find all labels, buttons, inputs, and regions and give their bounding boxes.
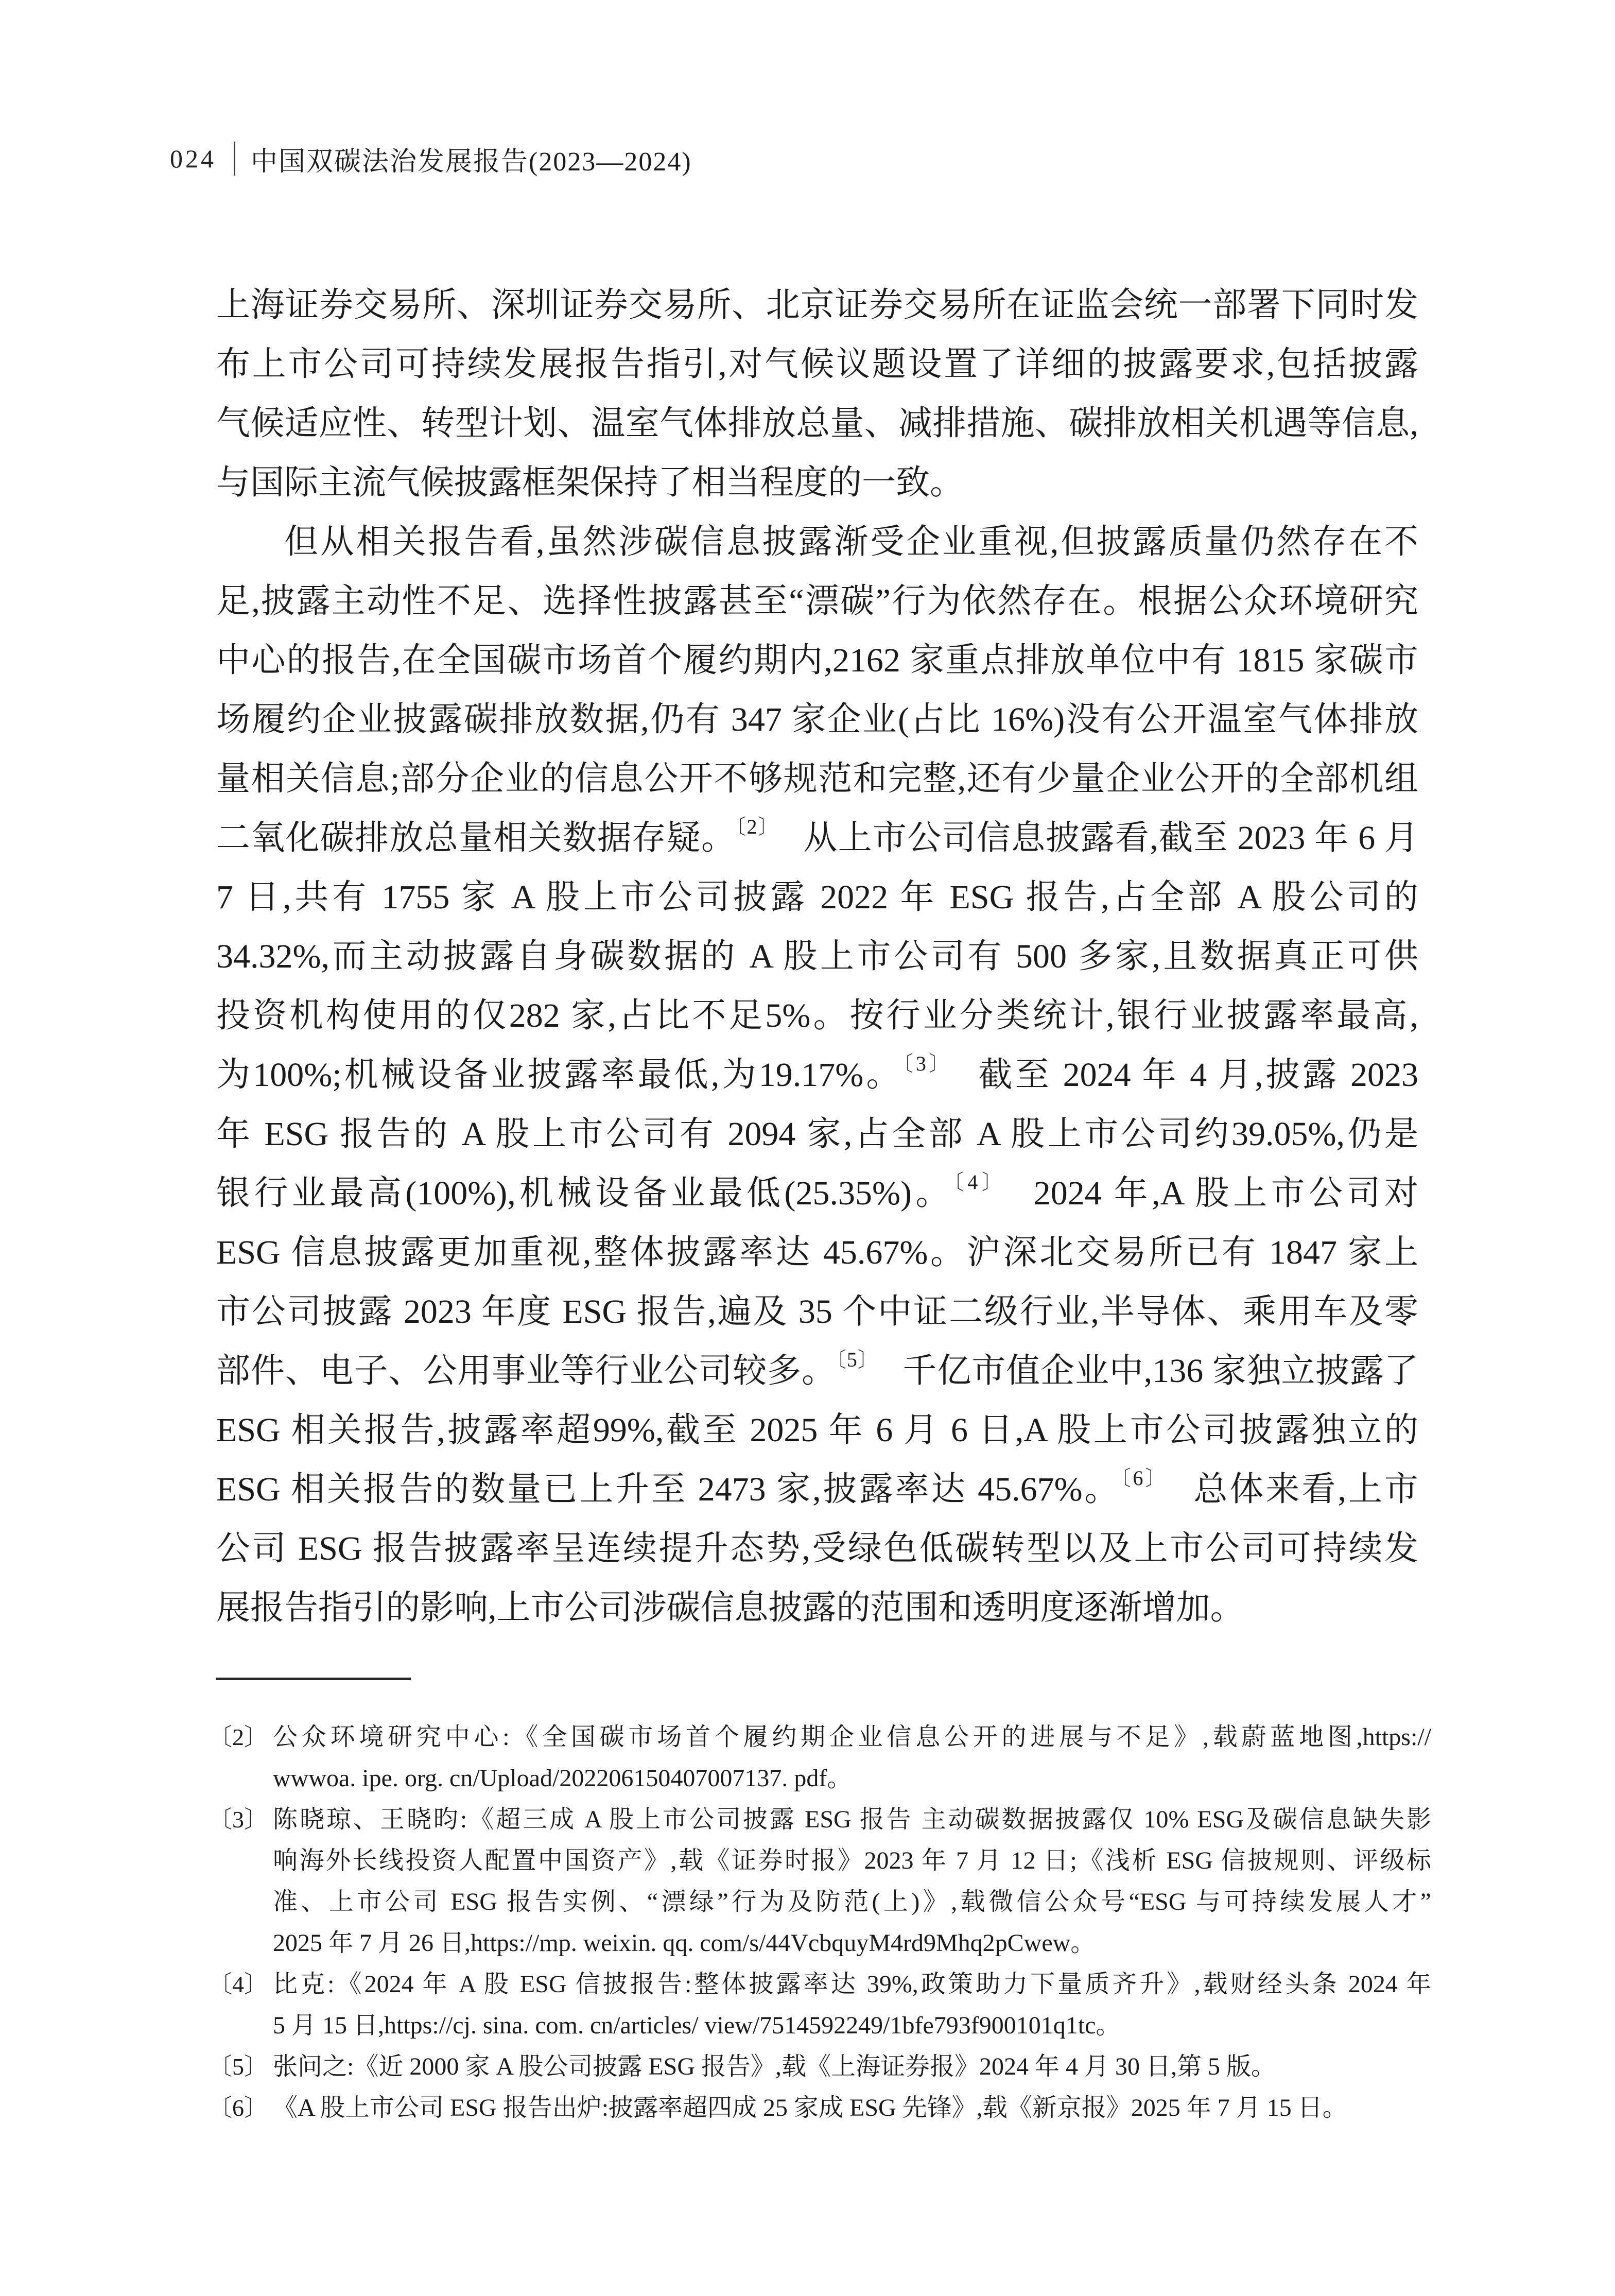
footnote-marker: 〔5〕 — [209, 2053, 268, 2080]
footnote-line: 陈晓琼、王晓昀:《超三成 A 股上市公司披露 ESG 报告 主动碳数据披露仅 10% ESG及碳信息缺失影 — [273, 1806, 1431, 1833]
footnote-line: 准、上市公司 ESG 报告实例、“漂绿”行为及防范(上)》,载微信公众号“ESG 与可持续发展人才” — [273, 1888, 1431, 1915]
body-text-segment: 二氧化碳排放总量相关数据存疑。 — [216, 819, 736, 857]
body-line: ESG 信息披露更加重视,整体披露率达 45.67%。沪深北交易所已有 1847 家上 — [216, 1234, 1418, 1271]
footnote-ref: 〔4〕 — [953, 1170, 996, 1194]
footnote-separator — [216, 1678, 411, 1680]
footnote — [209, 1717, 1431, 1799]
body-text-segment: 总体来看,上市 — [1157, 1471, 1418, 1508]
body-line: 但从相关报告看,虽然涉碳信息披露渐受企业重视,但披露质量仍然存在不 — [284, 523, 1418, 561]
footnote-ref: 〔2〕 — [736, 815, 769, 838]
body-line: 投资机构使用的仅282 家,占比不足5%。按行业分类统计,银行业披露率最高, — [216, 997, 1418, 1034]
body-line: 与国际主流气候披露框架保持了相当程度的一致。 — [216, 464, 964, 502]
body-line: 量相关信息;部分企业的信息公开不够规范和完整,还有少量企业公开的全部机组 — [216, 760, 1418, 798]
body-line: 场履约企业披露碳排放数据,仍有 347 家企业(占比 16%)没有公开温室气体排放 — [216, 701, 1418, 738]
body-text — [216, 275, 1418, 1637]
body-line: 展报告指引的影响,上市公司涉碳信息披露的范围和透明度逐渐增加。 — [216, 1589, 1244, 1627]
body-line: 市公司披露 2023 年度 ESG 报告,遍及 35 个中证二级行业,半导体、乘用车及零 — [216, 1293, 1418, 1331]
footnote-line: 《A 股上市公司 ESG 报告出炉:披露率超四成 25 家成 ESG 先锋》,载《新京报》2025 年 7 月 15 日。 — [273, 2094, 1347, 2121]
body-line — [216, 1164, 1418, 1223]
footnote — [209, 2046, 1431, 2087]
page-number: 024 — [170, 144, 216, 173]
body-line: 34.32%,而主动披露自身碳数据的 A 股上市公司有 500 多家,且数据真正可供 — [216, 938, 1418, 975]
footnote — [209, 2087, 1431, 2129]
body-line: 足,披露主动性不足、选择性披露甚至“漂碳”行为依然存在。根据公众环境研究 — [216, 582, 1418, 620]
footnote-line: 响海外长线投资人配置中国资产》,载《证券时报》2023 年 7 月 12 日;《浅析 ESG 信披规则、评级标 — [273, 1847, 1431, 1874]
footnote-marker: 〔2〕 — [209, 1724, 268, 1750]
footnote — [209, 1964, 1431, 2046]
body-line — [216, 1341, 1418, 1401]
body-text-segment: 2024 年,A 股上市公司对 — [996, 1175, 1419, 1212]
body-text-segment: 部件、电子、公用事业等行业公司较多。 — [216, 1352, 836, 1390]
body-text-segment: ESG 相关报告的数量已上升至 2473 家,披露率达 45.67%。 — [216, 1471, 1121, 1508]
body-line: 上海证券交易所、深圳证券交易所、北京证券交易所在证监会统一部署下同时发 — [216, 286, 1418, 324]
body-line — [216, 1460, 1418, 1519]
body-line: 气候适应性、转型计划、温室气体排放总量、减排措施、碳排放相关机遇等信息, — [216, 405, 1418, 442]
footnote-line: 张问之:《近 2000 家 A 股公司披露 ESG 报告》,载《上海证券报》2024 年 4 月 30 日,第 5 版。 — [273, 2053, 1276, 2080]
body-line: ESG 相关报告,披露率超99%,截至 2025 年 6 月 6 日,A 股上市公司披露独立的 — [216, 1411, 1418, 1449]
body-line: 7 日,共有 1755 家 A 股上市公司披露 2022 年 ESG 报告,占全部 A 股公司的 — [216, 878, 1418, 916]
body-text-segment: 从上市公司信息披露看,截至 2023 年 6 月 — [769, 819, 1419, 857]
footnotes — [209, 1717, 1431, 2129]
body-line: 布上市公司可持续发展报告指引,对气候议题设置了详细的披露要求,包括披露 — [216, 346, 1418, 383]
footnote-marker: 〔3〕 — [209, 1806, 268, 1833]
footnote-line: 5 月 15 日,https://cj. sina. com. cn/articles/ view/7514592249/1bfe793f900101q1tc。 — [273, 2012, 1121, 2039]
page-header — [170, 138, 692, 179]
running-title: 中国双碳法治发展报告(2023—2024) — [251, 147, 692, 177]
footnote — [209, 1799, 1431, 1964]
body-line: 中心的报告,在全国碳市场首个履约期内,2162 家重点排放单位中有 1815 家碳市 — [216, 642, 1418, 679]
body-line: 公司 ESG 报告披露率呈连续提升态势,受绿色低碳转型以及上市公司可持续发 — [216, 1530, 1418, 1567]
footnote-marker: 〔6〕 — [209, 2095, 268, 2121]
footnote-line: wwwoa. ipe. org. cn/Upload/202206150407007137. pdf。 — [273, 1765, 852, 1792]
body-text-segment: 银行业最高(100%),机械设备业最低(25.35%)。 — [216, 1175, 953, 1212]
header-divider — [234, 142, 235, 176]
footnote-marker: 〔4〕 — [209, 1971, 268, 1997]
body-text-segment: 千亿市值企业中,136 家独立披露了 — [868, 1352, 1419, 1390]
footnote-line: 公众环境研究中心:《全国碳市场首个履约期企业信息公开的进展与不足》,载蔚蓝地图,https:// — [273, 1723, 1431, 1751]
footnote-ref: 〔5〕 — [836, 1348, 869, 1371]
body-text-segment: 截至 2024 年 4 月,披露 2023 — [942, 1056, 1419, 1094]
body-line: 年 ESG 报告的 A 股上市公司有 2094 家,占全部 A 股上市公司约39.05%,仍是 — [216, 1115, 1418, 1153]
footnote-line: 2025 年 7 月 26 日,https://mp. weixin. qq. com/s/44VcbquyM4rd9Mhq2pCwew。 — [273, 1929, 1096, 1957]
footnote-ref: 〔3〕 — [902, 1052, 942, 1075]
footnote-line: 比克:《2024 年 A 股 ESG 信披报告:整体披露率达 39%,政策助力下量质齐升》,载财经头条 2024 年 — [273, 1971, 1431, 1998]
body-text-segment: 为100%;机械设备业披露率最低,为19.17%。 — [216, 1056, 903, 1094]
footnote-ref: 〔6〕 — [1120, 1466, 1158, 1490]
body-line — [216, 808, 1418, 868]
body-line — [216, 1045, 1418, 1104]
